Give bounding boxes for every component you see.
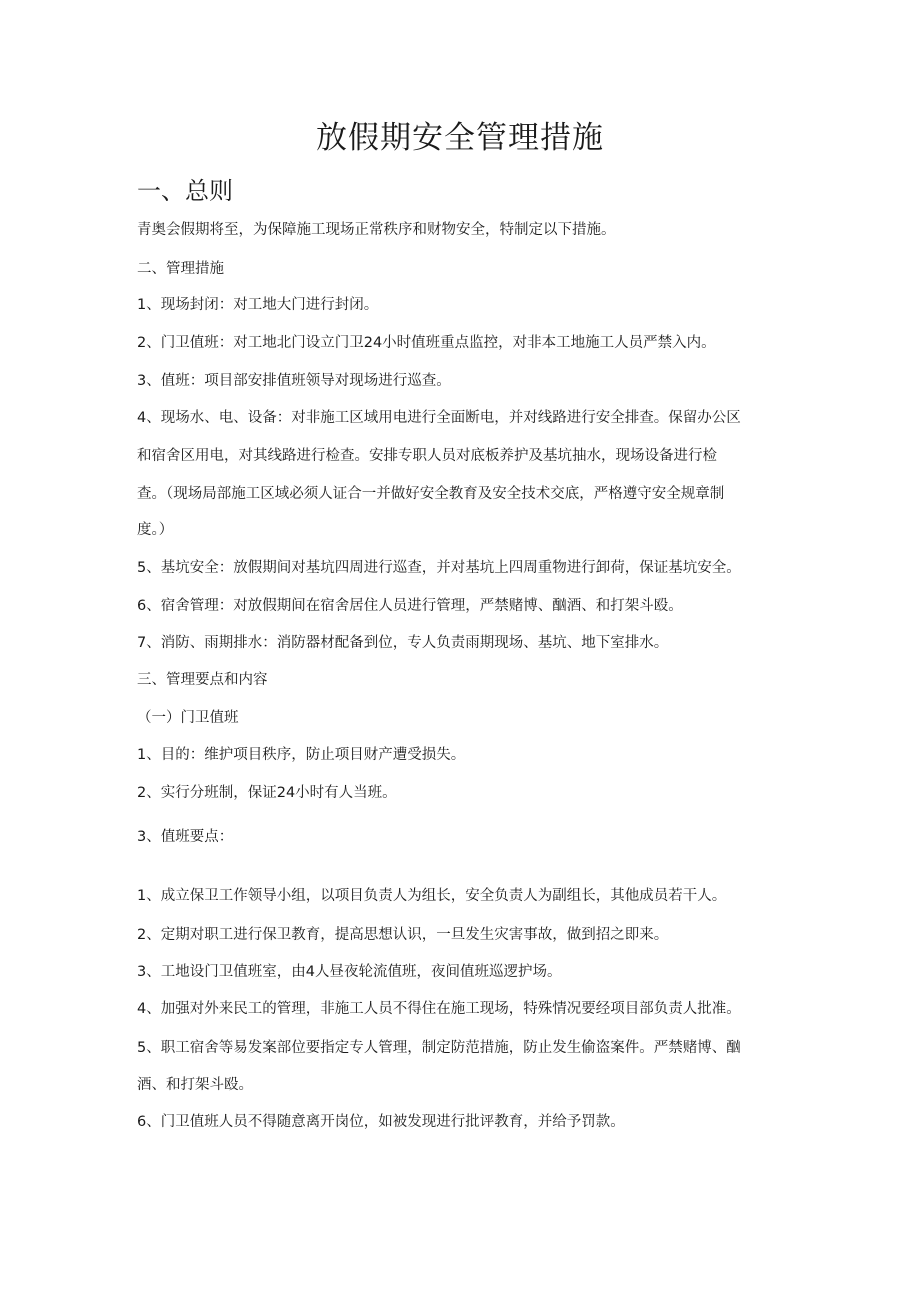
gate-item-3: 3、值班要点： <box>137 829 234 845</box>
measure-item-7: 7、消防、雨期排水：消防器材配备到位，专人负责雨期现场、基坑、地下室排水。 <box>137 635 669 651</box>
measure-item-4-line-1: 4、现场水、电、设备：对非施工区域用电进行全面断电，并对线路进行安全排查。保留办公区 <box>137 410 741 426</box>
duty-point-1: 1、成立保卫工作领导小组，以项目负责人为组长，安全负责人为副组长，其他成员若干人。 <box>137 888 727 904</box>
measure-item-2: 2、门卫值班：对工地北门设立门卫24小时值班重点监控，对非本工地施工人员严禁入内。 <box>137 335 716 351</box>
gate-item-2: 2、实行分班制，保证24小时有人当班。 <box>137 785 397 801</box>
measure-item-1: 1、现场封闭：对工地大门进行封闭。 <box>137 297 379 313</box>
measure-item-3: 3、值班：项目部安排值班领导对现场进行巡查。 <box>137 373 451 389</box>
duty-point-2: 2、定期对职工进行保卫教育，提高思想认识，一旦发生灾害事故，做到招之即来。 <box>137 927 669 943</box>
subsection-heading-gate-duty: （一）门卫值班 <box>137 710 239 726</box>
duty-point-4: 4、加强对外来民工的管理，非施工人员不得住在施工现场，特殊情况要经项目部负责人批准。 <box>137 1001 741 1017</box>
duty-point-5-line-1: 5、职工宿舍等易发案部位要指定专人管理，制定防范措施，防止发生偷盗案件。严禁赌博、酗 <box>137 1040 741 1056</box>
duty-point-5-line-2: 酒、和打架斗殴。 <box>137 1077 253 1093</box>
gate-item-1: 1、目的：维护项目秩序，防止项目财产遭受损失。 <box>137 747 466 763</box>
duty-point-3: 3、工地设门卫值班室，由4人昼夜轮流值班，夜间值班巡逻护场。 <box>137 964 562 980</box>
measure-item-4-line-4: 度。） <box>137 522 174 538</box>
measure-item-5: 5、基坑安全：放假期间对基坑四周进行巡查，并对基坑上四周重物进行卸荷，保证基坑安全。 <box>137 560 741 576</box>
intro-paragraph: 青奥会假期将至，为保障施工现场正常秩序和财物安全，特制定以下措施。 <box>137 222 616 238</box>
section-heading-measures: 二、管理措施 <box>137 261 224 277</box>
document-title: 放假期安全管理措施 <box>316 120 604 156</box>
measure-item-4-line-2: 和宿舍区用电，对其线路进行检查。安排专职人员对底板养护及基坑抽水，现场设备进行检 <box>137 448 717 464</box>
duty-point-6: 6、门卫值班人员不得随意离开岗位，如被发现进行批评教育，并给予罚款。 <box>137 1114 625 1130</box>
measure-item-6: 6、宿舍管理：对放假期间在宿舍居住人员进行管理，严禁赌博、酗酒、和打架斗殴。 <box>137 598 683 614</box>
section-heading-general: 一、总则 <box>137 177 233 205</box>
section-heading-key-points: 三、管理要点和内容 <box>137 672 268 688</box>
measure-item-4-line-3: 查。（现场局部施工区域必须人证合一并做好安全教育及安全技术交底，严格遵守安全规章制 <box>137 486 725 502</box>
